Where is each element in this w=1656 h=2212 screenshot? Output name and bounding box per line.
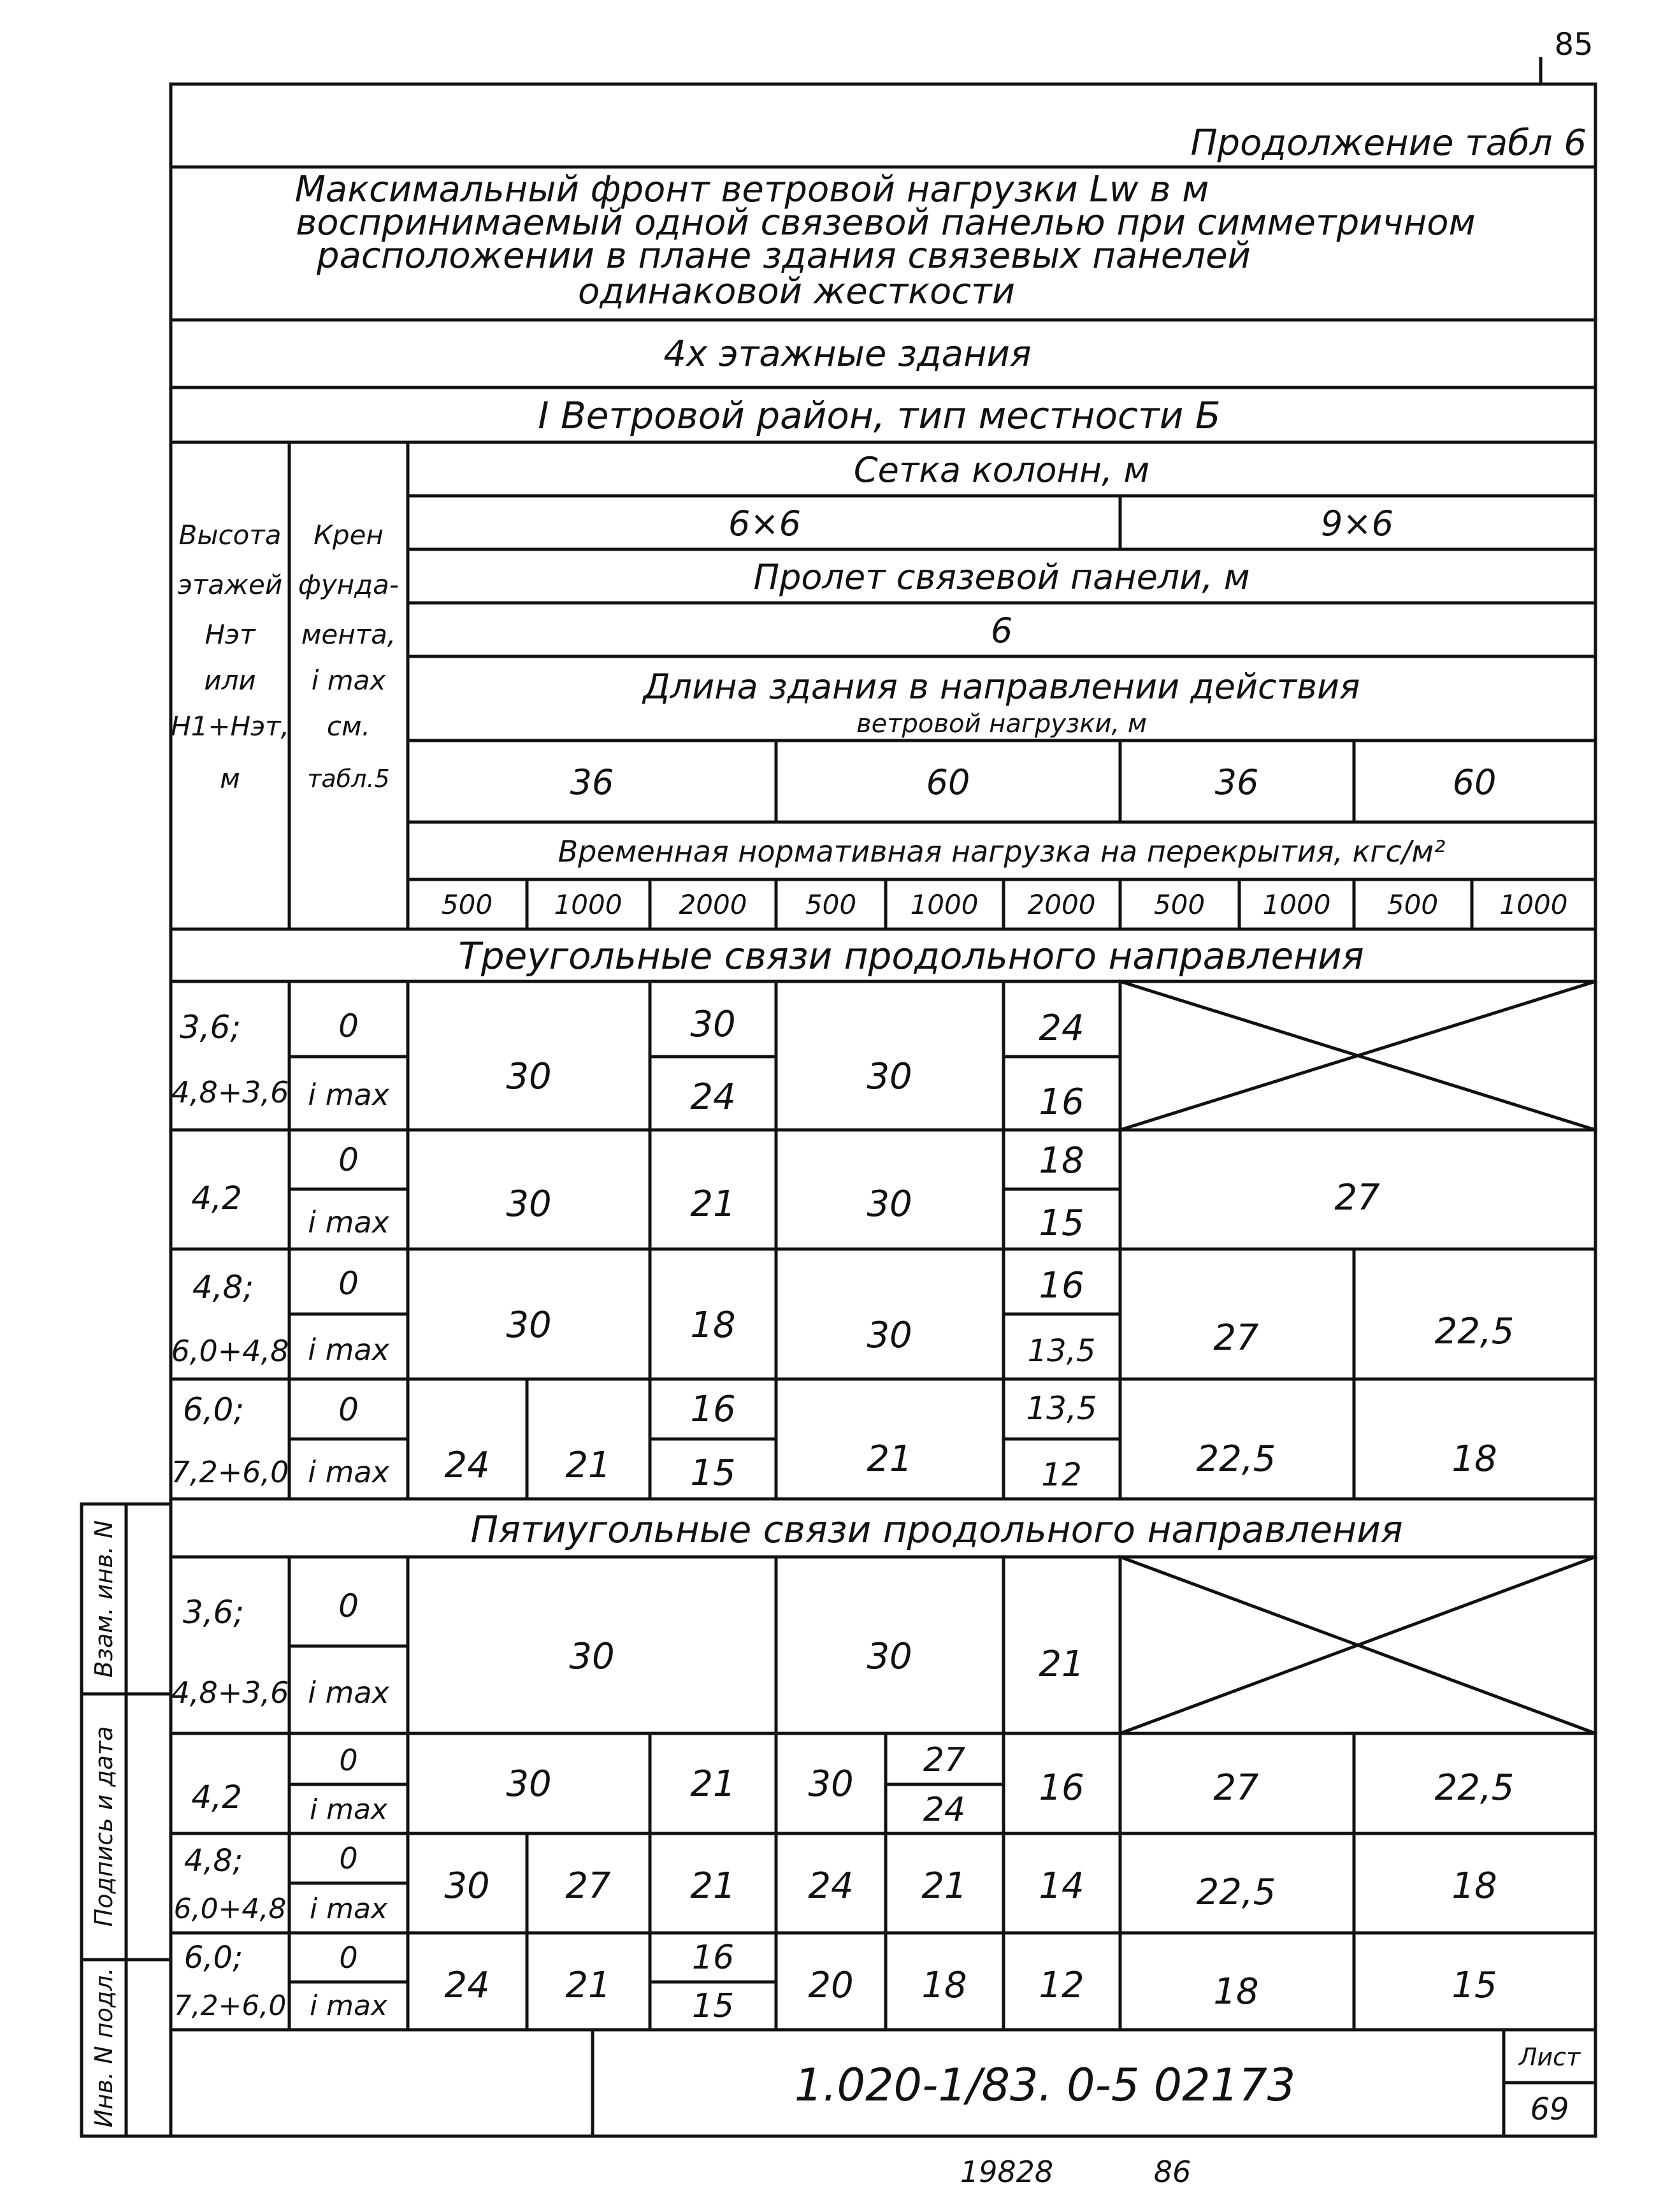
tilt-header-5: см. xyxy=(326,711,371,742)
tilt-max: i max xyxy=(309,1990,388,2022)
table-cell: 12 xyxy=(1039,1965,1084,2006)
tilt-max: i max xyxy=(308,1675,389,1710)
table-cell: 16 xyxy=(690,1389,736,1430)
tilt-header-1: Крен xyxy=(313,519,384,551)
table-cell: 21 xyxy=(565,1445,611,1486)
page-number: 85 xyxy=(1554,27,1594,62)
height-header-4: или xyxy=(204,665,256,696)
table-cell: 22,5 xyxy=(1196,1872,1276,1913)
table-cell: 27 xyxy=(1334,1177,1380,1218)
wind-region: I Ветровой район, тип местности Б xyxy=(538,394,1221,437)
table-cell: 14 xyxy=(1039,1865,1084,1907)
height-header-3: Нэт xyxy=(205,619,256,650)
row-height: 4,2 xyxy=(191,1779,242,1816)
load-value: 500 xyxy=(1386,889,1439,920)
table-cell: 21 xyxy=(921,1865,967,1907)
title-line-2: воспринимаемый одной связевой панелью при симметричном xyxy=(296,202,1476,243)
table-cell: 30 xyxy=(808,1763,854,1805)
table-cell: 16 xyxy=(1039,1767,1084,1809)
table-cell: 30 xyxy=(690,1004,736,1045)
tilt-max: i max xyxy=(309,1793,388,1826)
table-cell: 30 xyxy=(867,1636,912,1677)
stamp-original-inventory: Инв. N подл. xyxy=(90,1967,118,2128)
tilt-zero: 0 xyxy=(338,1265,359,1302)
load-value: 500 xyxy=(1153,889,1206,920)
tilt-max: i max xyxy=(308,1205,389,1240)
table-cell: 18 xyxy=(1451,1865,1497,1907)
table-cell: 21 xyxy=(690,1763,736,1805)
span-header: Пролет связевой панели, м xyxy=(753,557,1250,597)
table-cell: 22,5 xyxy=(1196,1438,1276,1480)
table-cell: 30 xyxy=(867,1315,912,1356)
table-cell: 20 xyxy=(808,1965,854,2006)
table-cell: 21 xyxy=(690,1183,736,1225)
load-value: 500 xyxy=(805,889,857,920)
table-cell: 30 xyxy=(867,1183,912,1225)
table-cell: 21 xyxy=(565,1965,611,2006)
tilt-zero: 0 xyxy=(338,1141,359,1178)
table-cell: 24 xyxy=(690,1076,736,1118)
title-line-4: одинаковой жесткости xyxy=(577,271,1016,312)
row-height: 6,0; xyxy=(182,1391,245,1428)
tilt-header-3: мента, xyxy=(301,619,396,650)
table-cell: 24 xyxy=(444,1445,490,1486)
row-height: 6,0+4,8 xyxy=(171,1334,289,1368)
load-value: 1000 xyxy=(910,889,979,920)
tilt-max: i max xyxy=(309,1893,388,1925)
tilt-max: i max xyxy=(308,1455,389,1489)
table-cell: 16 xyxy=(691,1939,735,1977)
footer-inventory-number: 19828 xyxy=(960,2155,1054,2189)
table-cell: 27 xyxy=(1213,1767,1259,1809)
row-height: 7,2+6,0 xyxy=(171,1455,289,1489)
grid-6x6-header: 6×6 xyxy=(728,503,801,544)
tilt-max: i max xyxy=(308,1333,389,1367)
tilt-zero: 0 xyxy=(338,1391,359,1428)
row-height: 4,8; xyxy=(184,1843,243,1879)
table-cell: 15 xyxy=(1039,1203,1084,1244)
tilt-zero: 0 xyxy=(338,1587,359,1624)
row-height: 4,8+3,6 xyxy=(171,1075,289,1110)
tilt-header-2: фунда- xyxy=(298,569,400,600)
table-cell: 22,5 xyxy=(1434,1767,1515,1809)
table-cell: 16 xyxy=(1039,1081,1084,1123)
length-6x6-60: 60 xyxy=(926,762,970,802)
title-line-3: расположении в плане здания связевых панелей xyxy=(317,235,1251,277)
table-cell: 27 xyxy=(923,1741,966,1779)
row-height: 3,6; xyxy=(179,1009,241,1046)
load-value: 2000 xyxy=(679,889,747,920)
tilt-zero: 0 xyxy=(339,1841,358,1876)
table-cell: 21 xyxy=(690,1865,736,1907)
tilt-zero: 0 xyxy=(339,1743,358,1777)
table-cell: 18 xyxy=(921,1965,967,2006)
table-cell: 27 xyxy=(1213,1317,1259,1359)
table-cell: 30 xyxy=(506,1056,552,1097)
table-cell: 18 xyxy=(1451,1438,1497,1480)
span-value: 6 xyxy=(990,611,1013,651)
column-grid-header: Сетка колонн, м xyxy=(853,450,1150,490)
table-cell: 21 xyxy=(1039,1644,1084,1685)
table-cell: 24 xyxy=(923,1791,966,1829)
building-type: 4х этажные здания xyxy=(663,333,1032,375)
row-height: 6,0+4,8 xyxy=(173,1893,287,1925)
table-cell: 30 xyxy=(569,1636,615,1677)
row-height: 7,2+6,0 xyxy=(173,1990,287,2022)
table-cell: 30 xyxy=(444,1865,490,1907)
height-header-6: м xyxy=(220,763,240,794)
tilt-header-6: табл.5 xyxy=(307,765,390,793)
table-cell: 21 xyxy=(867,1438,912,1480)
tilt-zero: 0 xyxy=(339,1941,358,1975)
table-cell: 30 xyxy=(506,1305,552,1346)
load-value: 1000 xyxy=(1499,889,1568,920)
stamp-signature-date: Подпись и дата xyxy=(90,1726,118,1927)
length-9x6-60: 60 xyxy=(1452,762,1497,802)
section-triangular-title: Треугольные связи продольного направления xyxy=(458,934,1364,978)
table-cell: 27 xyxy=(565,1865,611,1907)
table-cell: 22,5 xyxy=(1434,1311,1515,1352)
height-header-5: Н1+Нэт, xyxy=(171,711,289,742)
table-cell: 24 xyxy=(1039,1008,1084,1049)
load-header: Временная нормативная нагрузка на перекрытия, кгс/м² xyxy=(558,834,1446,869)
grid-9x6-header: 9×6 xyxy=(1321,503,1393,544)
row-height: 3,6; xyxy=(182,1594,245,1631)
stamp-replacement-inventory: Взам. инв. N xyxy=(90,1520,118,1678)
sheet-label: Лист xyxy=(1518,2043,1581,2071)
table-cell: 15 xyxy=(690,1452,736,1494)
table-cell: 13,5 xyxy=(1027,1333,1096,1369)
title-line-1: Максимальный фронт ветровой нагрузки Lw в м xyxy=(294,169,1209,210)
table-cell: 18 xyxy=(1213,1971,1259,2013)
table-continuation-label: Продолжение табл 6 xyxy=(1190,122,1587,164)
row-height: 4,2 xyxy=(191,1180,242,1217)
table-cell: 30 xyxy=(867,1056,912,1097)
table-cell: 24 xyxy=(444,1965,490,2006)
length-6x6-36: 36 xyxy=(570,762,614,802)
row-height: 4,8+3,6 xyxy=(171,1675,289,1710)
row-height: 6,0; xyxy=(184,1940,243,1976)
load-value: 1000 xyxy=(1262,889,1331,920)
load-value: 500 xyxy=(441,889,493,920)
table-cell: 12 xyxy=(1041,1456,1082,1493)
load-value: 2000 xyxy=(1027,889,1096,920)
table-cell: 18 xyxy=(1039,1140,1084,1182)
table-cell: 15 xyxy=(691,1987,735,2025)
table-cell: 18 xyxy=(690,1305,736,1346)
table-cell: 15 xyxy=(1451,1965,1497,2006)
table-cell: 30 xyxy=(506,1183,552,1225)
table-cell: 16 xyxy=(1039,1265,1084,1306)
length-9x6-36: 36 xyxy=(1214,762,1259,802)
table-cell: 13,5 xyxy=(1026,1390,1097,1427)
length-header-line2: ветровой нагрузки, м xyxy=(856,709,1147,739)
length-header-line1: Длина здания в направлении действия xyxy=(643,667,1360,707)
sheet-number: 69 xyxy=(1530,2092,1569,2127)
tilt-zero: 0 xyxy=(338,1008,359,1045)
footer-page-number: 86 xyxy=(1153,2155,1192,2189)
document-code: 1.020-1/83. 0-5 02173 xyxy=(794,2059,1296,2111)
row-height: 4,8; xyxy=(192,1269,254,1306)
tilt-header-4: i max xyxy=(311,665,386,696)
height-header-1: Высота xyxy=(178,519,282,551)
table-cell: 30 xyxy=(506,1763,552,1805)
height-header-2: этажей xyxy=(177,569,283,600)
table-cell: 24 xyxy=(808,1865,854,1907)
tilt-max: i max xyxy=(308,1078,389,1112)
section-pentagonal-title: Пятиугольные связи продольного направления xyxy=(470,1508,1403,1551)
load-value: 1000 xyxy=(554,889,623,920)
